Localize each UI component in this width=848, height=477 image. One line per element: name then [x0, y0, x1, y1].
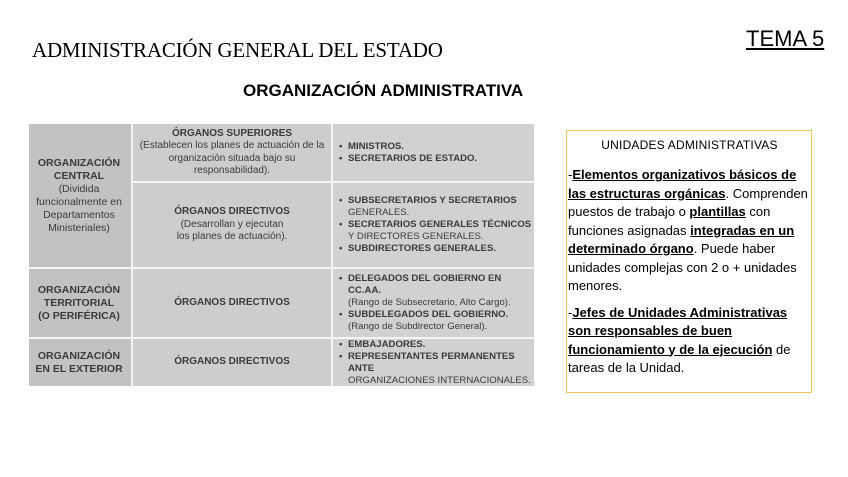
underlined-text: son responsables de buen: [568, 323, 732, 338]
superiores-note-2: organización situada bajo su responsabilidad).: [168, 152, 296, 176]
central-note-2: funcionalmente en: [36, 195, 122, 208]
list-item: • EMBAJADORES.: [339, 338, 426, 350]
underlined-text: funcionamiento y de la ejecución: [568, 341, 773, 357]
territorial-members-col: [333, 269, 534, 337]
directivos-cell: [133, 183, 331, 267]
underlined-text: Jefes de Unidades Administrativas: [572, 304, 788, 320]
territorial-organos-col: [131, 269, 333, 337]
central-label: [29, 124, 129, 267]
text: de: [772, 341, 791, 357]
exterior-title-1: ORGANIZACIÓN: [37, 349, 121, 362]
central-title-1: ORGANIZACIÓN: [37, 156, 121, 169]
underlined-text: integradas en un: [690, 222, 795, 238]
list-item: • SECRETARIOS GENERALES TÉCNICOS: [339, 219, 532, 230]
central-members-col: [333, 124, 534, 267]
list-item-note: (Rango de Subsecretario, Alto Cargo).: [348, 297, 511, 308]
text: menores.: [568, 278, 623, 293]
exterior-label: [29, 339, 129, 386]
list-item-cont: GENERALES.: [348, 207, 410, 218]
text: unidades complejas con 2 o + unidades: [568, 259, 797, 275]
organization-table-image: [29, 124, 534, 386]
list-item: • DELEGADOS DEL GOBIERNO EN CC.AA.: [339, 273, 502, 296]
list-item: • MINISTROS.: [339, 140, 404, 152]
superiores-title: ÓRGANOS SUPERIORES: [171, 127, 293, 139]
row-territorial: [29, 269, 534, 339]
text: tareas de la Unidad.: [568, 360, 685, 375]
text: . Comprenden: [725, 185, 808, 201]
unidades-info-box: [566, 130, 812, 393]
dash: -: [568, 167, 573, 182]
exterior-organos: ÓRGANOS DIRECTIVOS: [174, 356, 290, 368]
info-box-title: UNIDADES ADMINISTRATIVAS: [601, 138, 778, 152]
main-title: ADMINISTRACIÓN GENERAL DEL ESTADO: [32, 38, 443, 62]
territorial-title-2: TERRITORIAL: [43, 296, 115, 309]
underlined-text: plantillas: [689, 204, 746, 219]
list-item-note: (Rango de Subdirector General).: [348, 321, 488, 332]
central-note-1: (Dividida: [58, 182, 100, 195]
underlined-text: las estructuras orgánicas: [568, 185, 726, 201]
row-central: [29, 124, 534, 269]
territorial-title-1: ORGANIZACIÓN: [37, 283, 121, 296]
text: . Puede haber: [693, 241, 776, 256]
territorial-title-3: (O PERIFÉRICA): [38, 309, 120, 322]
text: con: [745, 204, 771, 219]
info-paragraph-1: [568, 166, 811, 296]
central-note-4: Ministeriales): [48, 221, 110, 234]
text: puestos de trabajo o: [568, 204, 690, 219]
central-note-3: Departamentos: [43, 208, 115, 221]
superiores-note-1: (Establecen los planes de actuación de la: [139, 140, 325, 151]
superiores-cell: [133, 124, 331, 181]
directivos-list: [333, 183, 534, 267]
dash: -: [568, 304, 573, 320]
exterior-list: [333, 339, 534, 386]
list-item: • REPRESENTANTES PERMANENTES ANTE: [339, 350, 515, 374]
exterior-title-2: EN EL EXTERIOR: [35, 362, 123, 375]
text: funciones asignadas: [568, 222, 691, 238]
section-subtitle: ORGANIZACIÓN ADMINISTRATIVA: [243, 81, 524, 100]
info-paragraph-2: [568, 304, 811, 378]
underlined-text: Elementos organizativos básicos de: [572, 167, 797, 182]
central-organos-col: [131, 124, 333, 267]
list-item: • SUBDELEGADOS DEL GOBIERNO.: [339, 309, 509, 320]
directivos-note-1: (Desarrollan y ejecutan: [180, 218, 284, 230]
exterior-organos-col: [131, 339, 333, 386]
territorial-label: [29, 269, 129, 337]
directivos-title: ÓRGANOS DIRECTIVOS: [174, 206, 290, 218]
directivos-note-2: los planes de actuación).: [176, 231, 288, 243]
tema-label: TEMA 5: [746, 26, 825, 51]
list-item: • SUBSECRETARIOS Y SECRETARIOS: [339, 195, 517, 206]
territorial-list: [333, 269, 534, 337]
central-title-2: CENTRAL: [53, 169, 105, 182]
list-item: • SECRETARIOS DE ESTADO.: [339, 152, 478, 164]
superiores-list: [333, 124, 534, 181]
territorial-organos: ÓRGANOS DIRECTIVOS: [174, 296, 290, 308]
row-exterior: [29, 339, 534, 386]
list-item-cont: ORGANIZACIONES INTERNACIONALES.: [348, 374, 531, 386]
underlined-text: determinado órgano: [568, 241, 694, 256]
list-item: • SUBDIRECTORES GENERALES.: [339, 243, 497, 254]
exterior-members-col: [333, 339, 534, 386]
list-item-cont: Y DIRECTORES GENERALES.: [348, 231, 484, 242]
